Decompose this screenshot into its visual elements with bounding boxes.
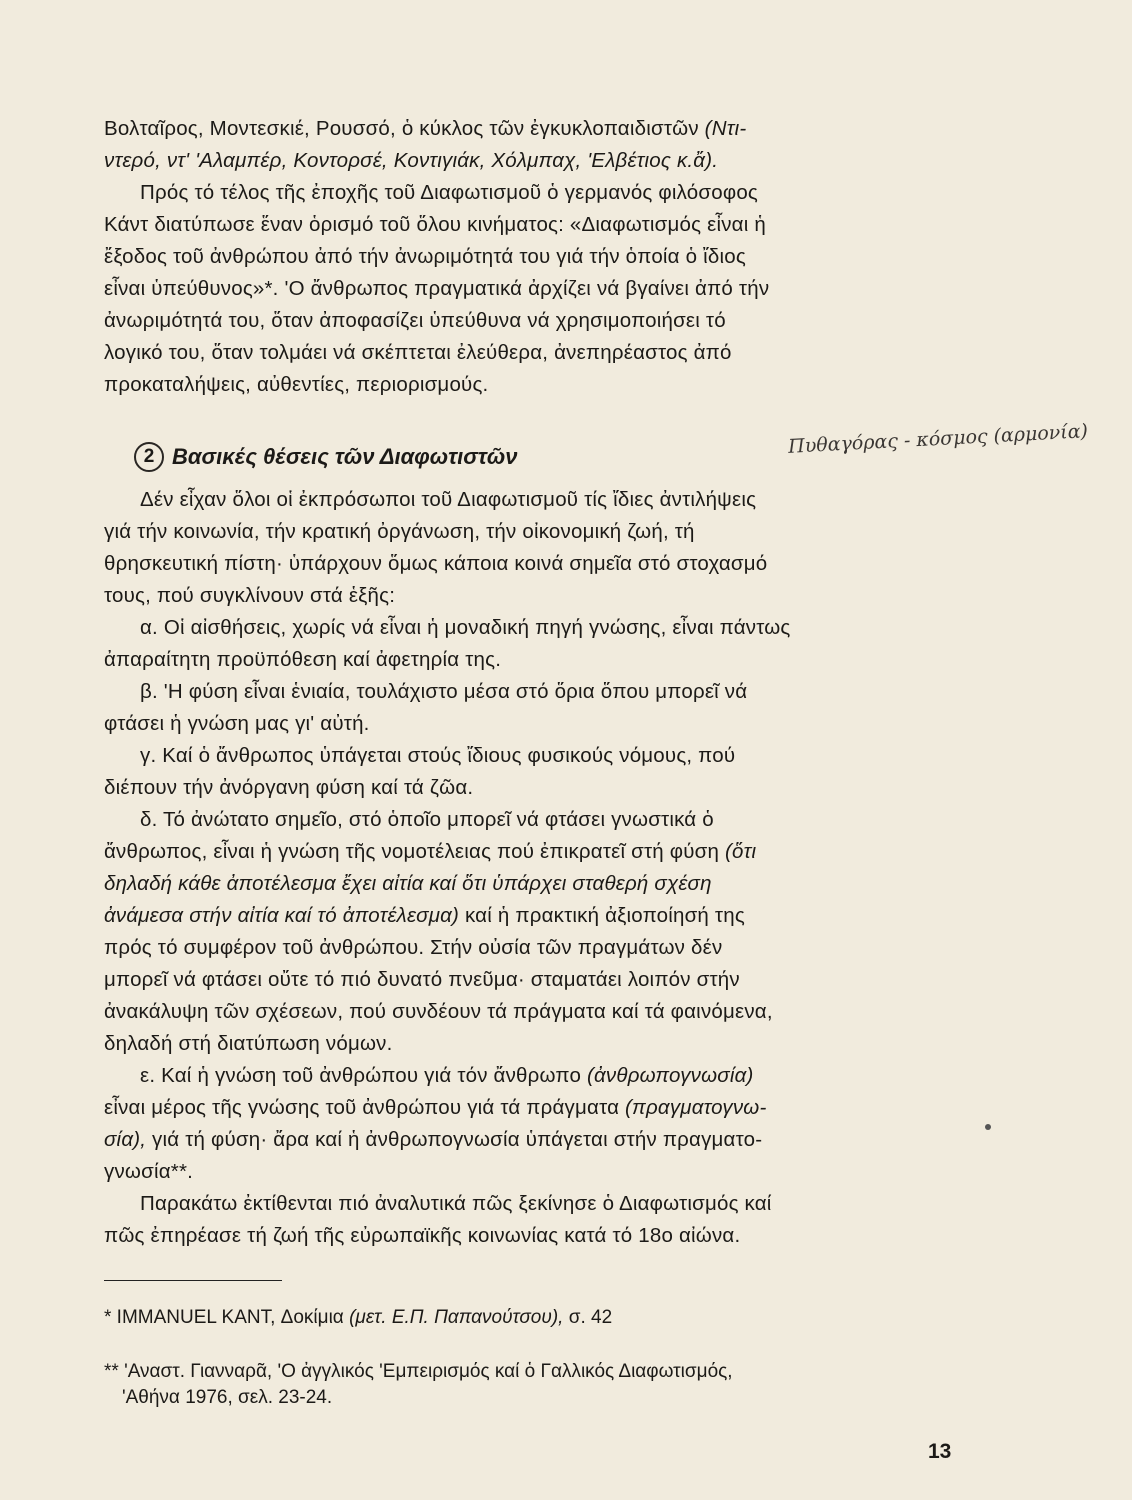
text-line: σία), γιά τή φύση· ἄρα καί ἡ ἀνθρωπογνωσία ὑπάγεται στήν πραγματο- [104,1128,763,1151]
text-line: Πρός τό τέλος τῆς ἐποχῆς τοῦ Διαφωτισμοῦ ὁ γερμανός φιλόσοφος [140,181,759,204]
text-line: γνωσία**. [104,1160,194,1183]
text-line: λογικό του, ὅταν τολμάει νά σκέπτεται ἐλεύθερα, ἀνεπηρέαστος ἀπό [104,341,732,364]
text-line: πῶς ἐπηρέασε τή ζωή τῆς εὐρωπαϊκῆς κοινωνίας κατά τό 18ο αἰώνα. [104,1224,741,1247]
text-line: ἀνάμεσα στήν αἰτία καί τό ἀποτέλεσμα) καί ἡ πρακτική ἀξιοποίησή της [104,904,745,927]
text-line: φτάσει ἡ γνώση μας γι' αὐτή. [104,712,370,735]
footnote-2-cont: 'Αθήνα 1976, σελ. 23-24. [122,1387,333,1408]
footnote-2: ** 'Αναστ. Γιανναρᾶ, 'Ο ἀγγλικός 'Εμπειρισμός καί ὁ Γαλλικός Διαφωτισμός, [104,1361,733,1382]
page-number: 13 [928,1440,952,1463]
text-line: ντερό, ντ' 'Αλαμπέρ, Κοντορσέ, Κοντιγιάκ, Χόλμπαχ, 'Ελβέτιος κ.ἄ). [104,149,719,172]
list-item-epsilon: ε. Καί ἡ γνώση τοῦ ἀνθρώπου γιά τόν ἄνθρωπο (ἀνθρωπογνωσία) [140,1064,754,1087]
text-line: εἶναι ὑπεύθυνος»*. 'Ο ἄνθρωπος πραγματικά ἀρχίζει νά βγαίνει ἀπό τήν [104,277,770,300]
handwritten-annotation: Πυθαγόρας - κόσμος (αρμονία) [787,420,1089,458]
text-line: ἀνωριμότητά του, ὅταν ἀποφασίζει ὑπεύθυνα νά χρησιμοποιήσει τό [104,309,726,332]
text-line: εἶναι μέρος τῆς γνώσης τοῦ ἀνθρώπου γιά τά πράγματα (πραγματογνω- [104,1096,767,1119]
text-line: ἀπαραίτητη προϋπόθεση καί ἀφετηρία της. [104,648,502,671]
text-line: προκαταλήψεις, αὐθεντίες, περιορισμούς. [104,373,489,396]
list-item-delta: δ. Τό ἀνώτατο σημεῖο, στό ὁποῖο μπορεῖ νά φτάσει γνωστικά ὁ [140,808,714,831]
section-number: 2 [134,442,164,472]
list-item-alpha: α. Οἱ αἰσθήσεις, χωρίς νά εἶναι ἡ μοναδική πηγή γνώσης, εἶναι πάντως [140,616,791,639]
text-line: Κάντ διατύπωσε ἕναν ὁρισμό τοῦ ὅλου κινήματος: «Διαφωτισμός εἶναι ἡ [104,213,766,236]
text-line: Βολταῖρος, Μοντεσκιέ, Ρουσσό, ὁ κύκλος τῶν ἐγκυκλοπαιδιστῶν (Ντι- [104,117,747,140]
text-line: ἄνθρωπος, εἶναι ἡ γνώση τῆς νομοτέλειας πού ἐπικρατεῖ στή φύση (ὅτι [104,840,757,863]
list-item-beta: β. 'Η φύση εἶναι ἑνιαία, τουλάχιστο μέσα στό ὅρια ὅπου μπορεῖ νά [140,680,748,703]
section-heading [134,442,517,472]
text-line: θρησκευτική πίστη· ὑπάρχουν ὅμως κάποια κοινά σημεῖα στό στοχασμό [104,552,768,575]
text-line: πρός τό συμφέρον τοῦ ἀνθρώπου. Στήν οὐσία τῶν πραγμάτων δέν [104,936,723,959]
footnote-1: * IMMANUEL KANT, Δοκίμια (μετ. Ε.Π. Παπανούτσου), σ. 42 [104,1307,613,1328]
text-line: ἀνακάλυψη τῶν σχέσεων, πού συνδέουν τά πράγματα καί τά φαινόμενα, [104,1000,773,1023]
text-line: τους, πού συγκλίνουν στά ἑξῆς: [104,584,396,607]
margin-mark [985,1124,991,1130]
text-line: διέπουν τήν ἀνόργανη φύση καί τά ζῶα. [104,776,474,799]
text-line: Δέν εἶχαν ὅλοι οἱ ἐκπρόσωποι τοῦ Διαφωτισμοῦ τίς ἴδιες ἀντιλήψεις [140,488,757,511]
text-line: δηλαδή στή διατύπωση νόμων. [104,1032,393,1055]
footnote-rule [104,1280,282,1281]
list-item-gamma: γ. Καί ὁ ἄνθρωπος ὑπάγεται στούς ἴδιους φυσικούς νόμους, πού [140,744,736,767]
text-line: δηλαδή κάθε ἀποτέλεσμα ἔχει αἰτία καί ὅτι ὑπάρχει σταθερή σχέση [104,872,712,895]
text-line: Παρακάτω ἐκτίθενται πιό ἀναλυτικά πῶς ξεκίνησε ὁ Διαφωτισμός καί [140,1192,772,1215]
section-title: Βασικές θέσεις τῶν Διαφωτιστῶν [172,444,518,469]
text-line: γιά τήν κοινωνία, τήν κρατική ὀργάνωση, τήν οἰκονομική ζωή, τή [104,520,695,543]
text-line: μπορεῖ νά φτάσει οὔτε τό πιό δυνατό πνεῦμα· σταματάει λοιπόν στήν [104,968,740,991]
text-line: ἔξοδος τοῦ ἀνθρώπου ἀπό τήν ἀνωριμότητά του γιά τήν ὁποία ὁ ἴδιος [104,245,746,268]
